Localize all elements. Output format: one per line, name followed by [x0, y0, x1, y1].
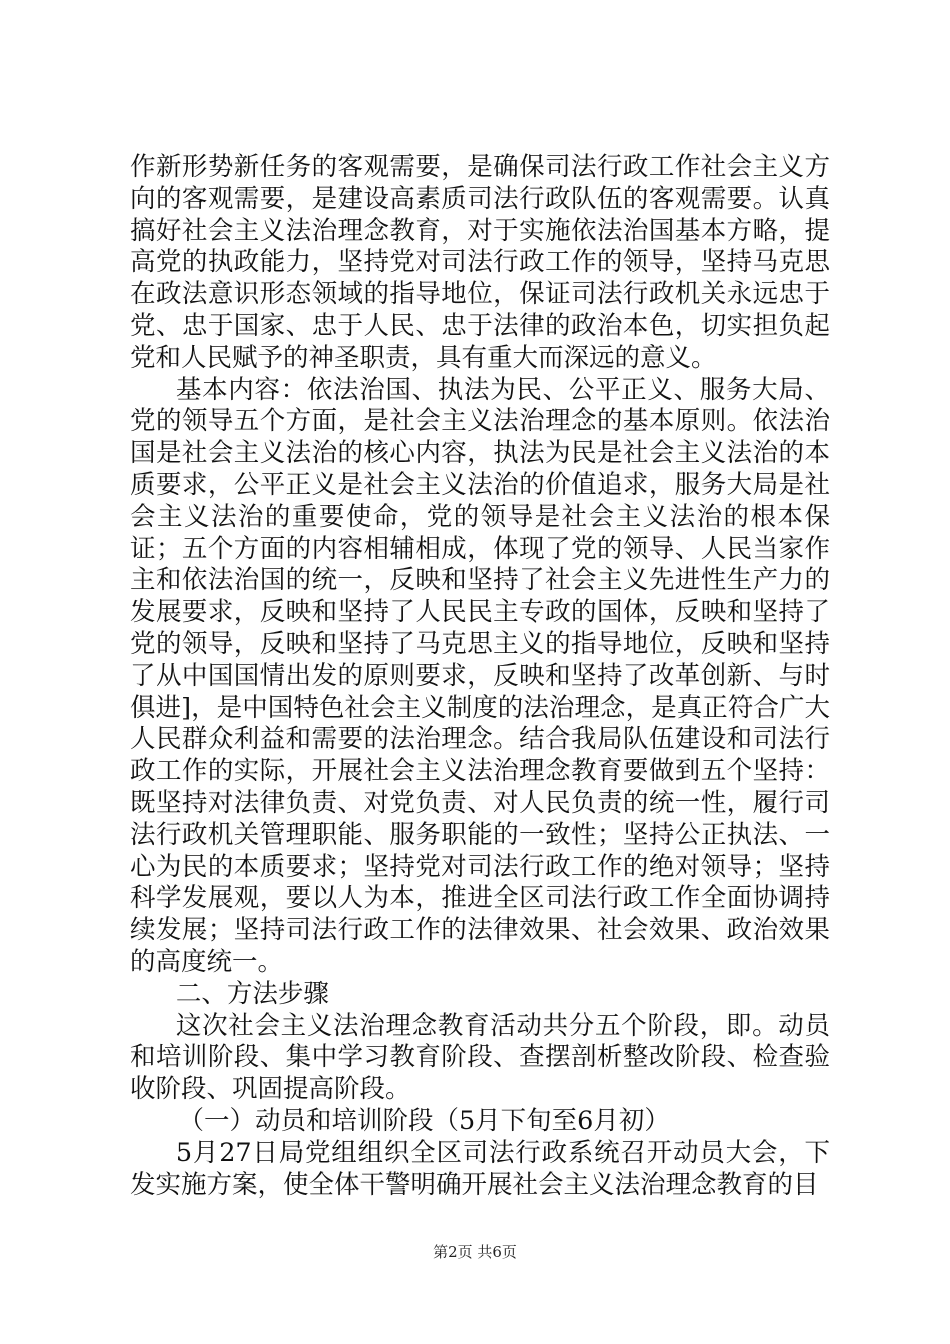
page-footer: 第2页 共6页	[433, 1243, 517, 1261]
paragraph-basic-content: 基本内容：依法治国、执法为民、公平正义、服务大局、党的领导五个方面，是社会主义法治理念的基本原则。依法治国是社会主义法治的核心内容，执法为民是社会主义法治的本质要求，公平正义是社会主义法治的价值追求，服务大局是社会主义法治的重要使命，党的领导是社会主义法治的根本保证；五个方面的内容相辅相成，体现了党的领导、人民当家作主和依法治国的统一，反映和坚持了社会主义先进性生产力的发展要求，反映和坚持了人民民主专政的国体，反映和坚持了党的领导，反映和坚持了马克思主义的指导地位，反映和坚持了从中国国情出发的原则要求，反映和坚持了改革创新、与时俱进]，是中国特色社会主义制度的法治理念，是真正符合广大人民群众利益和需要的法治理念。结合我局队伍建设和司法行政工作的实际，开展社会主义法治理念教育要做到五个坚持：既坚持对法律负责、对党负责、对人民负责的统一性，履行司法行政机关管理职能、服务职能的一致性；坚持公正执法、一心为民的本质要求；坚持党对司法行政工作的绝对领导；坚持科学发展观，要以人为本，推进全区司法行政工作全面协调持续发展；坚持司法行政工作的法律效果、社会效果、政治效果的高度统一。	[130, 374, 830, 977]
paragraph-stages: 这次社会主义法治理念教育活动共分五个阶段，即。动员和培训阶段、集中学习教育阶段、查摆剖析整改阶段、检查验收阶段、巩固提高阶段。	[130, 1010, 830, 1105]
document-body	[130, 152, 830, 1201]
paragraph-mobilization-meeting: 5月27日局党组组织全区司法行政系统召开动员大会，下发实施方案，使全体干警明确开展社会主义法治理念教育的目	[130, 1137, 830, 1200]
subsection-heading-mobilization: （一）动员和培训阶段（5月下旬至6月初）	[178, 1105, 670, 1136]
section-heading-methods: 二、方法步骤	[175, 978, 329, 1009]
paragraph-significance: 作新形势新任务的客观需要，是确保司法行政工作社会主义方向的客观需要，是建设高素质司法行政队伍的客观需要。认真搞好社会主义法治理念教育，对于实施依法治国基本方略，提高党的执政能力，坚持党对司法行政工作的领导，坚持马克思在政法意识形态领域的指导地位，保证司法行政机关永远忠于党、忠于国家、忠于人民、忠于法律的政治本色，切实担负起党和人民赋予的神圣职责，具有重大而深远的意义。	[130, 152, 830, 373]
